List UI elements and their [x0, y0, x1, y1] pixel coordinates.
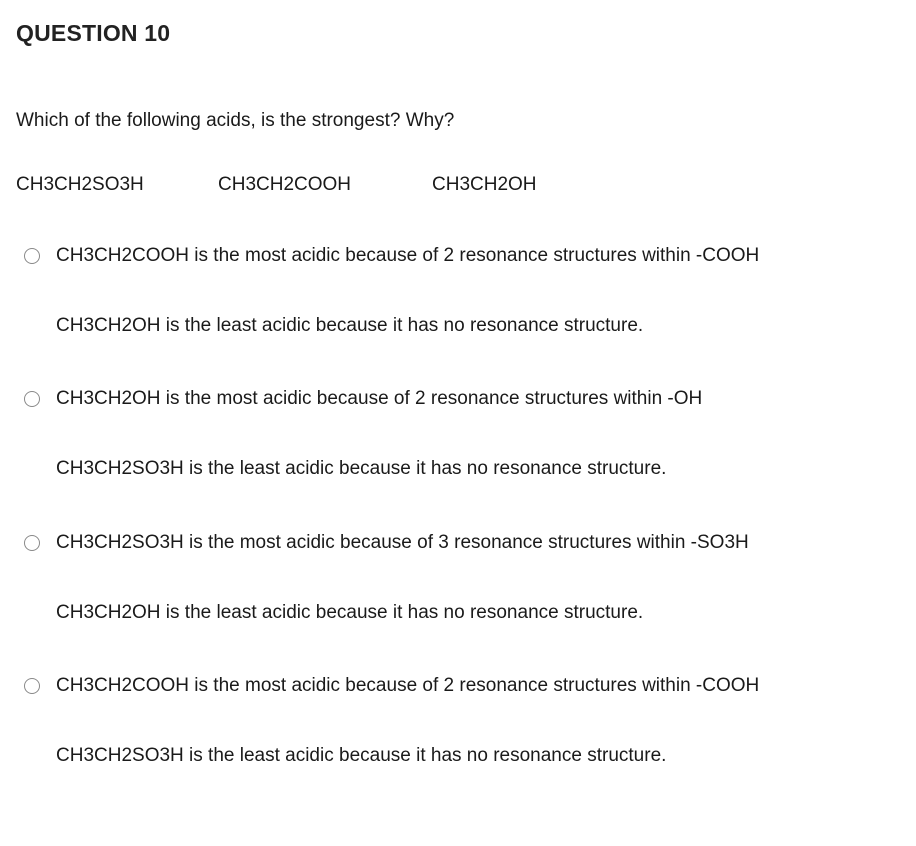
compound-sulfonic-acid: CH3CH2SO3H — [16, 174, 144, 195]
compound-carboxylic-acid: CH3CH2COOH — [218, 174, 352, 195]
option-4-statement[interactable]: CH3CH2COOH is the most acidic because of 2 resonance structures within -COOH — [56, 675, 760, 696]
radio-button-option-3[interactable] — [24, 535, 40, 551]
option-3-explanation: CH3CH2OH is the least acidic because it has no resonance structure. — [56, 602, 644, 623]
compound-alcohol: CH3CH2OH — [432, 174, 537, 195]
option-1-explanation: CH3CH2OH is the least acidic because it has no resonance structure. — [56, 315, 644, 336]
question-prompt: Which of the following acids, is the strongest? Why? — [16, 110, 455, 131]
option-1-statement[interactable]: CH3CH2COOH is the most acidic because of 2 resonance structures within -COOH — [56, 245, 760, 266]
option-2-statement[interactable]: CH3CH2OH is the most acidic because of 2 resonance structures within -OH — [56, 388, 703, 409]
radio-button-option-2[interactable] — [24, 391, 40, 407]
question-title: QUESTION 10 — [16, 20, 171, 46]
option-4-explanation: CH3CH2SO3H is the least acidic because it has no resonance structure. — [56, 745, 667, 766]
option-2-explanation: CH3CH2SO3H is the least acidic because it has no resonance structure. — [56, 458, 667, 479]
radio-button-option-1[interactable] — [24, 248, 40, 264]
option-3-statement[interactable]: CH3CH2SO3H is the most acidic because of 3 resonance structures within -SO3H — [56, 532, 749, 553]
radio-button-option-4[interactable] — [24, 678, 40, 694]
